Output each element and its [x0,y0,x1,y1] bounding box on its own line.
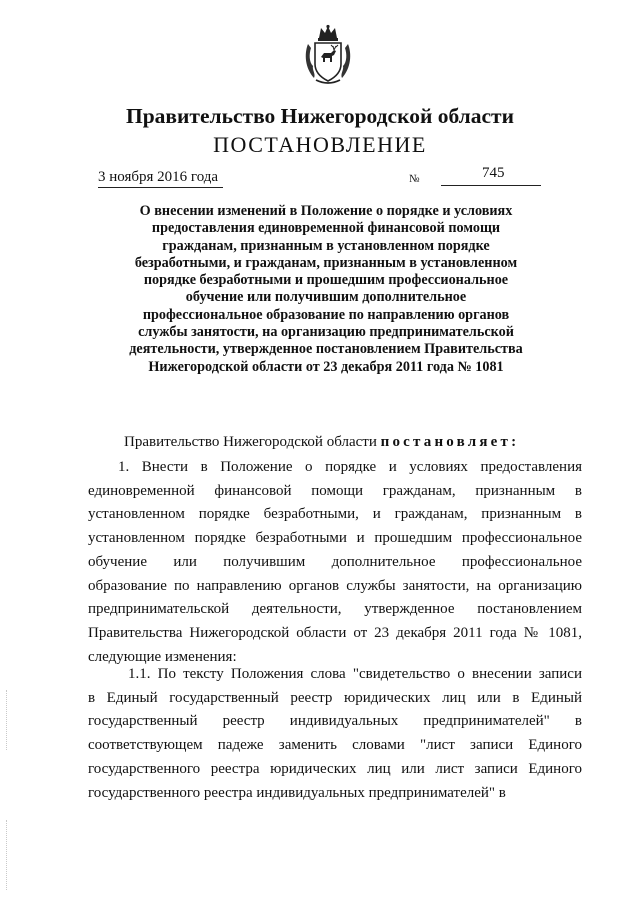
paragraph-line: предпринимательской деятельности, утвержденное постановлением [88,601,582,618]
title-line: порядке безработными и прошедшим профессиональное [143,272,509,289]
paragraph-line: государственного реестра юридических лиц или лист записи Единого [88,760,582,777]
paragraph-line: государственного реестра индивидуальных предпринимателей" в [88,784,506,801]
paragraph-line: образование по направлению органов службы занятости, на организацию [88,577,582,594]
paragraph-line: обучение или получившим дополнительное профессиональное [88,553,582,570]
paragraph-line: государственный реестр индивидуальных предпринимателей" в [88,713,582,730]
title-line: О внесении изменений в Положение о порядке и условиях [139,203,513,219]
title-line: Нижегородской области от 23 декабря 2011 года № 1081 [148,358,504,375]
title-line: деятельности, утвержденное постановлением Правительства [129,341,523,358]
title-line: службы занятости, на организацию предпринимательской [138,324,514,341]
document-number: 745 [482,165,505,181]
paragraph-line: Правительства Нижегородской области от 23 декабря 2011 года № 1081, [88,624,582,641]
paragraph-line: установленном порядке безработными, и гражданам, признанным в [88,506,582,523]
paragraph-1 [88,456,582,669]
scan-margin-mark [6,690,7,750]
preamble-text: Правительство Нижегородской области [124,434,381,450]
document-date: 3 ноября 2016 года [98,167,223,188]
title-line: профессиональное образование по направлению органов [142,306,510,323]
paragraph-line: соответствующем падеже заменить словами "лист записи Единого [88,737,582,754]
title-line: безработными, и гражданам, признанным в установленном [134,254,518,271]
title-line: гражданам, признанным в установленном порядке [162,237,490,254]
title-line: обучение или получившим дополнительное [185,289,467,306]
preamble [124,432,519,452]
document-title [110,203,542,376]
scan-margin-mark [6,820,7,890]
title-line: предоставления единовременной финансовой помощи [151,220,501,237]
organization-name: Правительство Нижегородской области [126,104,514,128]
document-type: ПОСТАНОВЛЕНИЕ [213,132,427,157]
paragraph-1-1 [88,663,582,805]
paragraph-line: 1.1. По тексту Положения слова "свидетельство о внесении записи [128,666,582,682]
number-underline [441,185,541,186]
paragraph-line: установленном порядке безработными и прошедшим профессиональное [88,530,582,547]
preamble-decree-word: постановляет: [380,434,520,450]
paragraph-line: в Единый государственный реестр юридических лиц или в Единый [88,689,582,706]
paragraph-line: 1. Внести в Положение о порядке и условиях предоставления [118,459,582,475]
paragraph-line: следующие изменения: [88,648,237,665]
paragraph-line: единовременной финансовой помощи гражданам, признанным в [88,482,582,499]
number-sign: № [409,173,420,185]
coat-of-arms-emblem [302,24,354,86]
